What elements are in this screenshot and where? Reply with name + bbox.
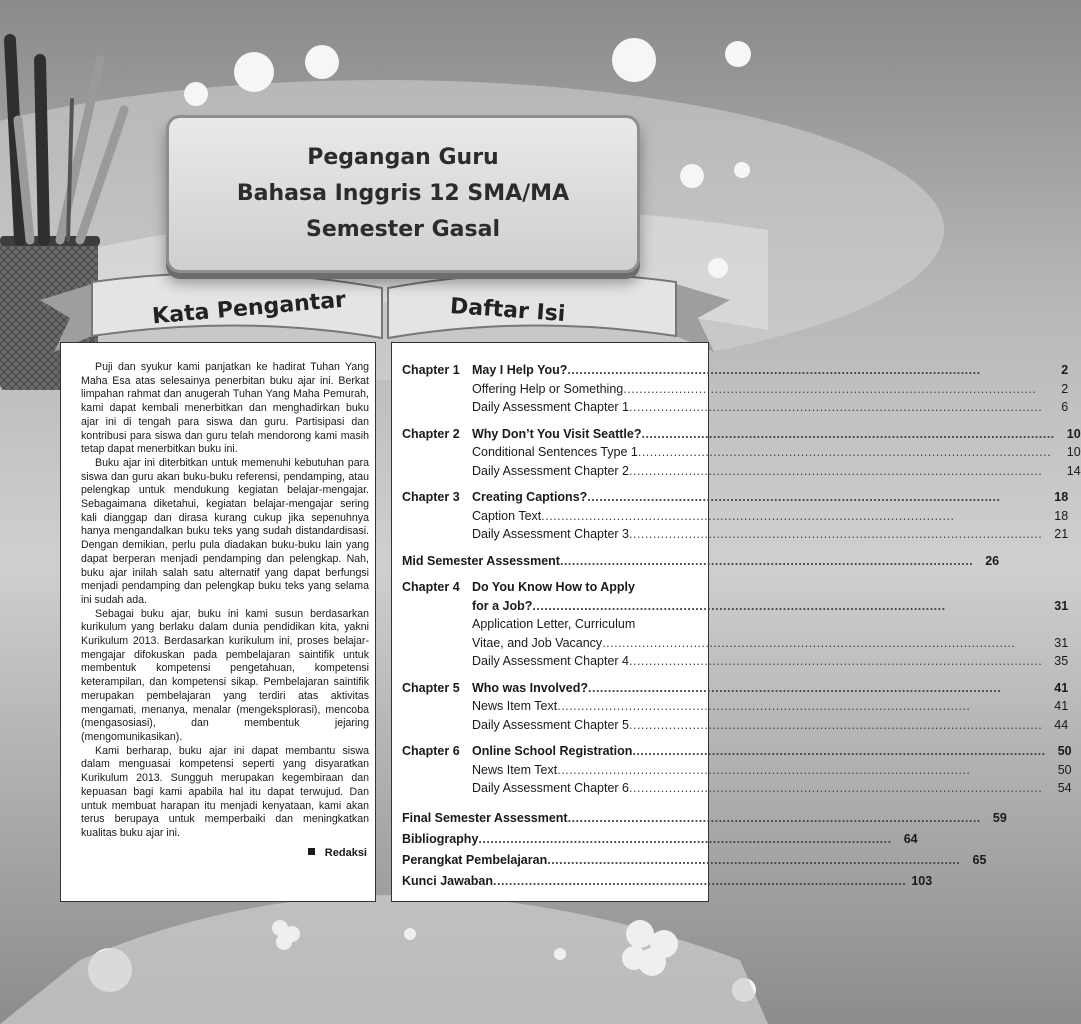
- toc-item-row[interactable]: [472, 761, 1072, 780]
- toc-item-row[interactable]: [472, 716, 1068, 735]
- chapter-title-row[interactable]: [472, 425, 1081, 444]
- chapter-label: Chapter 6: [402, 744, 460, 758]
- page-number: 41: [1054, 699, 1069, 713]
- toc-end-kunci-jawaban[interactable]: [402, 871, 933, 892]
- item-title: Caption Text: [472, 508, 542, 523]
- page-number: 18: [1054, 490, 1069, 504]
- page-number: 54: [1057, 781, 1072, 795]
- page-number: 64: [903, 831, 918, 846]
- item-title: News Item Text: [472, 699, 558, 713]
- item-title: Daily Assessment Chapter 3: [472, 527, 630, 541]
- page-number: 10: [1066, 445, 1081, 459]
- preface-panel: [60, 342, 376, 902]
- item-title-line-1: Application Letter, Curriculum: [472, 617, 636, 631]
- chapter-title: May I Help You?: [472, 363, 568, 377]
- mid-semester-row[interactable]: [402, 552, 999, 571]
- section-title: Kunci Jawaban: [402, 873, 493, 888]
- chapter-title: Why Don’t You Visit Seattle?: [472, 426, 642, 441]
- title-line-1: Pegangan Guru: [307, 145, 499, 170]
- section-title: Mid Semester Assessment: [402, 553, 560, 568]
- item-title: Daily Assessment Chapter 2: [472, 463, 630, 478]
- preface-signature: [81, 847, 369, 859]
- page-number: 59: [992, 810, 1007, 825]
- chapter-label: Chapter 2: [402, 426, 460, 441]
- toc-item-row[interactable]: [472, 507, 1068, 526]
- item-title: Vitae, and Job Vacancy: [472, 635, 603, 650]
- preface-paragraph-4: Kami berharap, buku ajar ini dapat membantu siswa dalam menguasai kompetensi seperti yang disyaratkan Kurikulum 2013. Sungguh merupakan kegembiraan dan kepuasan bagi kami apabila hal itu dapat terwujud. Dan untuk membuat harapan itu menjadi kenyataan, kami akan terus berupaya untuk memperbaiki dan meningkatkan kualitas buku ajar ini.: [81, 744, 369, 839]
- toc-chapter-3: [402, 488, 1069, 544]
- toc-item-row[interactable]: [472, 634, 1068, 653]
- chapter-label: Chapter 5: [402, 680, 460, 695]
- toc-end-final-assessment[interactable]: [402, 808, 1007, 829]
- toc-item-row[interactable]: [472, 443, 1081, 462]
- toc-item-row[interactable]: [472, 380, 1068, 399]
- toc-chapter-6: [402, 742, 1072, 798]
- toc-heading: Daftar Isi: [449, 294, 567, 327]
- page-number: 65: [972, 852, 987, 867]
- chapter-title-line-1: Do You Know How to Apply: [472, 580, 635, 594]
- page-number: 2: [1061, 381, 1069, 396]
- page-number: 50: [1057, 762, 1072, 777]
- chapter-title-row[interactable]: [472, 488, 1068, 507]
- toc-item-row[interactable]: [472, 398, 1068, 417]
- item-title: Offering Help or Something: [472, 381, 624, 396]
- page-number: 21: [1054, 527, 1069, 541]
- toc-item-row[interactable]: [472, 525, 1068, 544]
- toc-panel: [391, 342, 1081, 902]
- page-number: 2: [1061, 363, 1069, 377]
- page-number: 18: [1054, 508, 1069, 523]
- preface-heading: Kata Pengantar: [151, 287, 347, 330]
- toc-chapter-2: [402, 425, 1081, 481]
- item-title: News Item Text: [472, 762, 558, 777]
- toc-end-perangkat[interactable]: [402, 850, 987, 871]
- signature-text: Redaksi: [324, 846, 367, 859]
- page-number: 26: [985, 553, 1000, 568]
- chapter-title-row[interactable]: [472, 742, 1072, 761]
- chapter-title: Creating Captions?: [472, 490, 588, 504]
- title-line-3: Semester Gasal: [305, 217, 501, 242]
- toc-item-row[interactable]: [472, 779, 1072, 798]
- page-number: 10: [1066, 426, 1081, 441]
- preface-paragraph-2: Buku ajar ini diterbitkan untuk memenuhi kebutuhan para siswa dan guru akan buku-buku referensi, pendamping, atau pelengkap untuk mendukung kegiatan belajar-mengajar. Sebagaimana diketahui, kegiatan belajar-mengajar sering kali dianggap dan dirasa kurang cukup jika sepenuhnya hanya mengandalkan buku teks yang sudah distandardisasi. Dengan demikian, perlu pula diadakan buku-buku lain yang dapat berperan menjadi pendamping dan pelengkap. Nah, buku ajar inilah salah satu alternatif yang dapat berfungsi menjadi pendamping dan pelengkap buku teks yang selama ini sudah ada.: [81, 456, 369, 606]
- page-number: 14: [1066, 463, 1081, 478]
- toc-chapter-4: [402, 578, 1069, 671]
- item-title: Conditional Sentences Type 1: [472, 445, 638, 459]
- item-title: Daily Assessment Chapter 5: [472, 717, 630, 732]
- item-title: Daily Assessment Chapter 6: [472, 781, 630, 795]
- chapter-title: for a Job?: [472, 598, 533, 613]
- square-bullet-icon: [308, 848, 315, 855]
- page-number: 6: [1061, 400, 1069, 414]
- book-title-box: [166, 115, 640, 273]
- chapter-label: Chapter 3: [402, 490, 460, 504]
- page-number: 31: [1054, 598, 1069, 613]
- chapter-label: Chapter 1: [402, 363, 460, 377]
- section-title: Perangkat Pembelajaran: [402, 852, 548, 867]
- preface-paragraph-1: Puji dan syukur kami panjatkan ke hadirat Tuhan Yang Maha Esa atas selesainya penerbitan buku ajar ini. Berkat limpahan rahmat dan anugerah Tuhan Yang Maha Pemurah, kami dapat kembali menerbitkan dan menghadirkan buku ajar ini di tengah para siswa dan guru. Partisipasi dan kontribusi para siswa dan guru telah mendorong kami masih tetap dapat menerbitkan buku ini.: [81, 361, 369, 456]
- toc-item-row[interactable]: [472, 652, 1068, 671]
- chapter-title-row[interactable]: [472, 597, 1068, 616]
- page-number: 50: [1057, 744, 1072, 758]
- item-title: Daily Assessment Chapter 1: [472, 400, 630, 414]
- section-title: Bibliography: [402, 831, 479, 846]
- toc-mid-semester: [402, 552, 1000, 571]
- chapter-label: Chapter 4: [402, 580, 460, 594]
- toc-chapter-5: [402, 679, 1069, 735]
- chapter-title-row[interactable]: [472, 679, 1068, 698]
- chapter-title-row[interactable]: [472, 361, 1068, 380]
- toc-item-row[interactable]: [472, 697, 1068, 716]
- section-title: Final Semester Assessment: [402, 810, 568, 825]
- page-number: 35: [1054, 654, 1069, 668]
- chapter-title: Who was Involved?: [472, 680, 588, 695]
- toc-item-row[interactable]: [472, 462, 1081, 481]
- toc-chapter-1: [402, 361, 1069, 417]
- toc-end-bibliography[interactable]: [402, 829, 918, 850]
- item-title: Daily Assessment Chapter 4: [472, 654, 630, 668]
- page-number: 31: [1054, 635, 1069, 650]
- preface-paragraph-3: Sebagai buku ajar, buku ini kami susun berdasarkan kurikulum yang berlaku dalam dunia pendidikan kita, yakni Kurikulum 2013. Berdasarkan kurikulum ini, proses belajar-mengajar difokuskan pada pembelajaran saintifik untuk membentuk kompetensi pengetahuan, kompetensi keterampilan, dan kompetensi sikap. Pembelajaran saintifik merupakan pembelajaran yang terdiri atas aktivitas mengamati, menanya, menalar (mengeksplorasi), mencoba (mengasosiasi), dan membentuk jejaring (mengomunikasikan).: [81, 607, 369, 743]
- chapter-title: Online School Registration: [472, 744, 633, 758]
- title-line-2: Bahasa Inggris 12 SMA/MA: [236, 181, 570, 206]
- page-number: 41: [1054, 680, 1069, 695]
- page-number: 44: [1054, 717, 1069, 732]
- page-number: 103: [911, 873, 933, 888]
